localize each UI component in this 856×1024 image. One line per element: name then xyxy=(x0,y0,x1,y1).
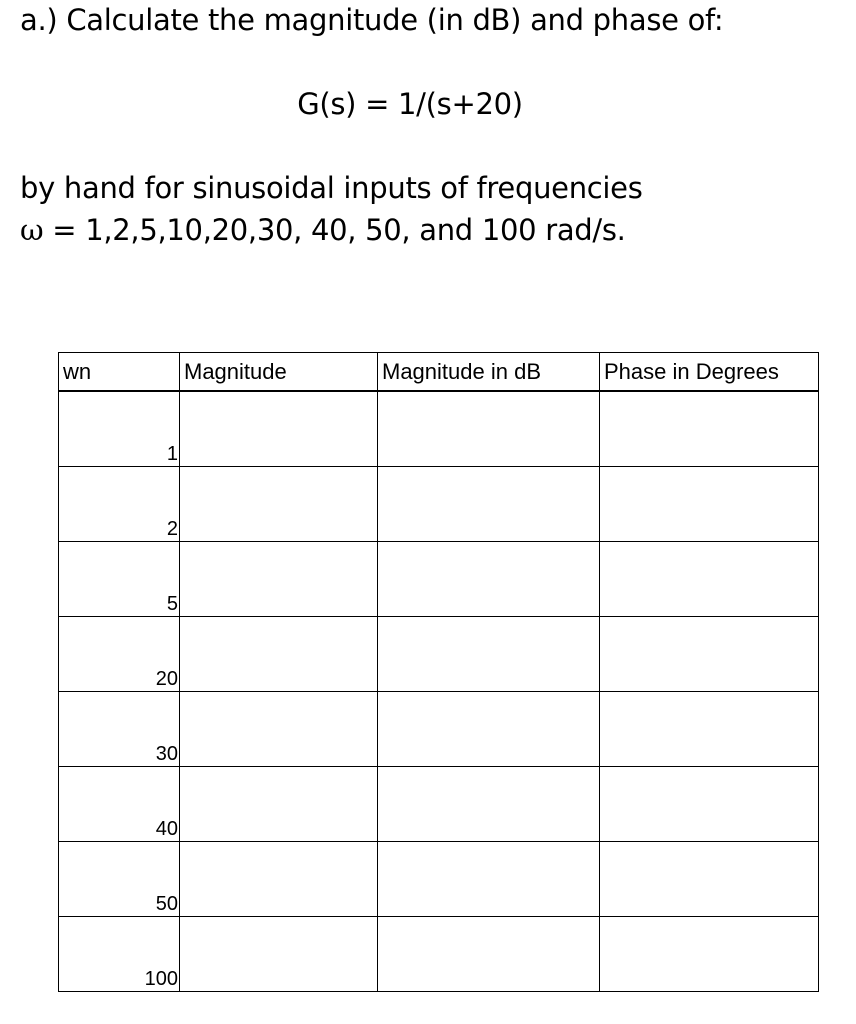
header-magnitude-db: Magnitude in dB xyxy=(378,353,600,392)
magnitude-db-cell xyxy=(378,542,600,617)
frequency-cell: 1 xyxy=(59,391,180,467)
table-row xyxy=(59,842,819,917)
magnitude-cell xyxy=(180,692,378,767)
phase-cell xyxy=(600,917,819,992)
table-row xyxy=(59,692,819,767)
table-row xyxy=(59,917,819,992)
phase-cell xyxy=(600,391,819,467)
phase-cell xyxy=(600,542,819,617)
frequency-cell: 5 xyxy=(59,542,180,617)
table-header-row xyxy=(59,353,819,392)
magnitude-db-cell xyxy=(378,767,600,842)
frequency-cell: 40 xyxy=(59,767,180,842)
table-row xyxy=(59,767,819,842)
transfer-function-formula: G(s) = 1/(s+20) xyxy=(297,87,523,121)
phase-cell xyxy=(600,767,819,842)
phase-cell xyxy=(600,692,819,767)
magnitude-db-cell xyxy=(378,692,600,767)
frequency-cell: 30 xyxy=(59,692,180,767)
question-instruction: by hand for sinusoidal inputs of frequencies xyxy=(20,171,643,205)
header-wn: wn xyxy=(59,353,180,392)
question-heading: a.) Calculate the magnitude (in dB) and phase of: xyxy=(20,3,724,37)
frequency-values: = 1,2,5,10,20,30, 40, 50, and 100 rad/s. xyxy=(43,213,626,247)
phase-cell xyxy=(600,467,819,542)
table-row xyxy=(59,542,819,617)
header-magnitude: Magnitude xyxy=(180,353,378,392)
magnitude-db-cell xyxy=(378,467,600,542)
table-row xyxy=(59,617,819,692)
magnitude-db-cell xyxy=(378,842,600,917)
magnitude-cell xyxy=(180,391,378,467)
frequency-cell: 20 xyxy=(59,617,180,692)
magnitude-cell xyxy=(180,467,378,542)
magnitude-db-cell xyxy=(378,391,600,467)
frequency-cell: 50 xyxy=(59,842,180,917)
omega-symbol: ω xyxy=(20,213,44,247)
magnitude-cell xyxy=(180,842,378,917)
frequency-list xyxy=(20,212,626,248)
magnitude-cell xyxy=(180,917,378,992)
table-row xyxy=(59,391,819,467)
answer-table xyxy=(58,352,819,992)
header-phase: Phase in Degrees xyxy=(600,353,819,392)
magnitude-db-cell xyxy=(378,917,600,992)
magnitude-cell xyxy=(180,617,378,692)
magnitude-cell xyxy=(180,542,378,617)
phase-cell xyxy=(600,617,819,692)
table-row xyxy=(59,467,819,542)
frequency-cell: 2 xyxy=(59,467,180,542)
frequency-cell: 100 xyxy=(59,917,180,992)
phase-cell xyxy=(600,842,819,917)
magnitude-cell xyxy=(180,767,378,842)
magnitude-db-cell xyxy=(378,617,600,692)
